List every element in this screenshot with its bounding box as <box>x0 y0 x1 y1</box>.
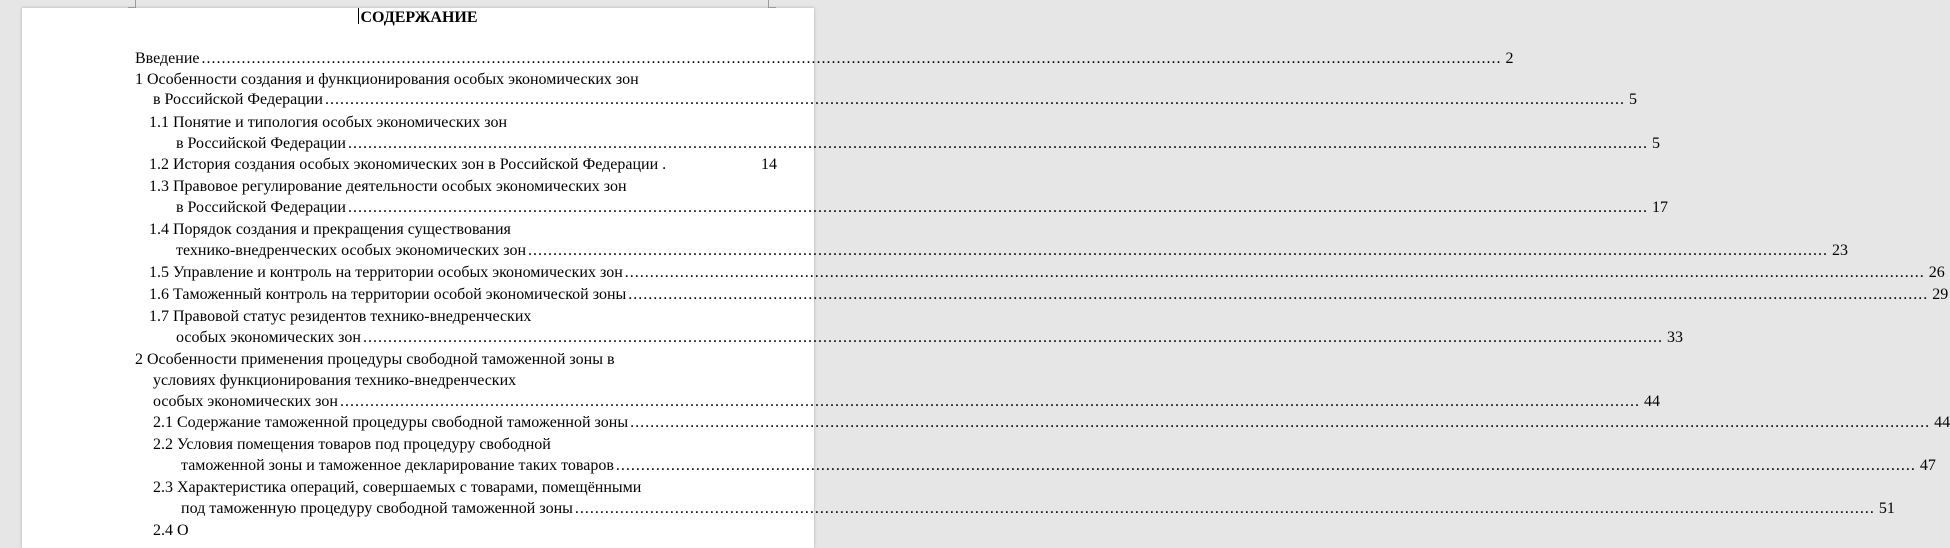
toc-page-number: 44 <box>1643 393 1660 410</box>
toc-leader-dots: .................................................................................................................................................................................................................................................................... <box>347 199 1648 216</box>
toc-leader-dots: .................................................................................................................................................................................................................................................................... <box>624 264 1925 281</box>
toc-entry-text: Введение <box>135 50 200 67</box>
toc-entry-text: в Российской Федерации <box>153 91 323 108</box>
toc-entry <box>135 412 1950 433</box>
toc-page-number: 23 <box>1832 242 1849 259</box>
toc-entry-text: 2.2 Условия помещения товаров под процедуру свободной <box>153 436 551 453</box>
toc-entry <box>135 477 777 498</box>
toc-entry-text: 1.2 История создания особых экономических зон в Российской Федерации . <box>149 156 667 173</box>
toc-entry-text: 1.3 Правовое регулирование деятельности особых экономических зон <box>149 178 627 195</box>
toc-page-number: 29 <box>1932 286 1949 303</box>
toc-page-number: 26 <box>1928 264 1945 281</box>
toc-entry-text: 2.1 Содержание таможенной процедуры свободной таможенной зоны <box>153 414 629 431</box>
toc-entry <box>135 89 1637 110</box>
toc-entry <box>135 327 1683 348</box>
toc-entry <box>135 498 1895 519</box>
toc-entry-text: 1.5 Управление и контроль на территории особых экономических зон <box>149 264 623 281</box>
toc-leader-dots: .................................................................................................................................................................................................................................................................... <box>362 329 1663 346</box>
toc-entry-text: 1 Особенности создания и функционирования особых экономических зон <box>135 71 639 88</box>
toc-entry <box>135 434 777 455</box>
toc-leader-dots: .................................................................................................................................................................................................................................................................... <box>201 50 1502 67</box>
toc-entry-text: под таможенную процедуру свободной таможенной зоны <box>181 500 573 517</box>
toc-entry <box>135 197 1668 218</box>
toc-entry <box>135 349 777 370</box>
toc-entry <box>135 284 1949 305</box>
toc-entry <box>135 240 1849 261</box>
toc-page-number: 51 <box>1878 500 1895 517</box>
toc-leader-dots: .................................................................................................................................................................................................................................................................... <box>339 393 1640 410</box>
toc-entry-text: 2.3 Характеристика операций, совершаемых с товарами, помещёнными <box>153 479 642 496</box>
toc-page-number: 33 <box>1666 329 1683 346</box>
toc-entry <box>135 112 777 133</box>
toc-entry-text: таможенной зоны и таможенное декларирование таких товаров <box>181 457 614 474</box>
toc-leader-dots: .................................................................................................................................................................................................................................................................... <box>630 414 1931 431</box>
toc-page-number: 5 <box>1651 135 1660 152</box>
toc-entry <box>135 176 777 197</box>
toc-leader-dots: .................................................................................................................................................................................................................................................................... <box>347 135 1648 152</box>
toc-entry-text: 1.6 Таможенный контроль на территории особой экономической зоны <box>149 286 627 303</box>
document-page[interactable] <box>22 8 1950 548</box>
page-margin-corner-left <box>128 0 136 8</box>
toc-entry-text: особых экономических зон <box>153 393 338 410</box>
toc-page-number: 2 <box>1505 50 1514 67</box>
toc-heading-text: СОДЕРЖАНИЕ <box>360 9 478 26</box>
toc-entry-text: 1.7 Правовой статус резидентов технико-внедренческих <box>149 308 532 325</box>
toc-entry <box>135 370 777 391</box>
toc-entry <box>135 262 1945 283</box>
toc-entry <box>135 391 1660 412</box>
toc-entry <box>135 48 1514 69</box>
toc-entry-text: 2 Особенности применения процедуры свободной таможенной зоны в <box>135 351 615 368</box>
toc-leader-dots: .................................................................................................................................................................................................................................................................... <box>528 242 1829 259</box>
toc-entry <box>135 306 777 327</box>
toc-heading <box>22 8 814 27</box>
toc-leader-dots: .................................................................................................................................................................................................................................................................... <box>615 457 1916 474</box>
toc-page-number: 17 <box>1651 199 1668 216</box>
toc-leader-dots: .................................................................................................................................................................................................................................................................... <box>628 286 1929 303</box>
toc-entry <box>135 154 777 175</box>
toc-entry <box>135 69 777 90</box>
toc-entry-text: в Российской Федерации <box>176 135 346 152</box>
toc-entry-text: условиях функционирования технико-внедренческих <box>153 372 517 389</box>
toc-entry-text: 1.1 Понятие и типология особых экономических зон <box>149 114 508 131</box>
toc-entry <box>135 455 1936 476</box>
toc-entry-text: в Российской Федерации <box>176 199 346 216</box>
toc-page-number: 47 <box>1919 457 1936 474</box>
toc-entry-text: особых экономических зон <box>176 329 361 346</box>
toc-entry-text: 1.4 Порядок создания и прекращения существования <box>149 221 511 238</box>
toc-page-number: 14 <box>761 156 777 173</box>
toc-leader-dots <box>666 154 757 175</box>
toc-entry-text: 2.4 О <box>153 522 189 539</box>
toc-entry <box>135 520 777 541</box>
toc-entry <box>135 219 777 240</box>
page-margin-corner-right <box>768 0 776 8</box>
toc-leader-dots: .................................................................................................................................................................................................................................................................... <box>574 500 1875 517</box>
toc-page-number: 5 <box>1628 91 1637 108</box>
toc-entry-text: технико-внедренческих особых экономических зон <box>176 242 527 259</box>
toc-leader-dots: .................................................................................................................................................................................................................................................................... <box>324 91 1625 108</box>
toc-page-number: 44 <box>1934 414 1950 431</box>
toc-entry <box>135 133 1660 154</box>
